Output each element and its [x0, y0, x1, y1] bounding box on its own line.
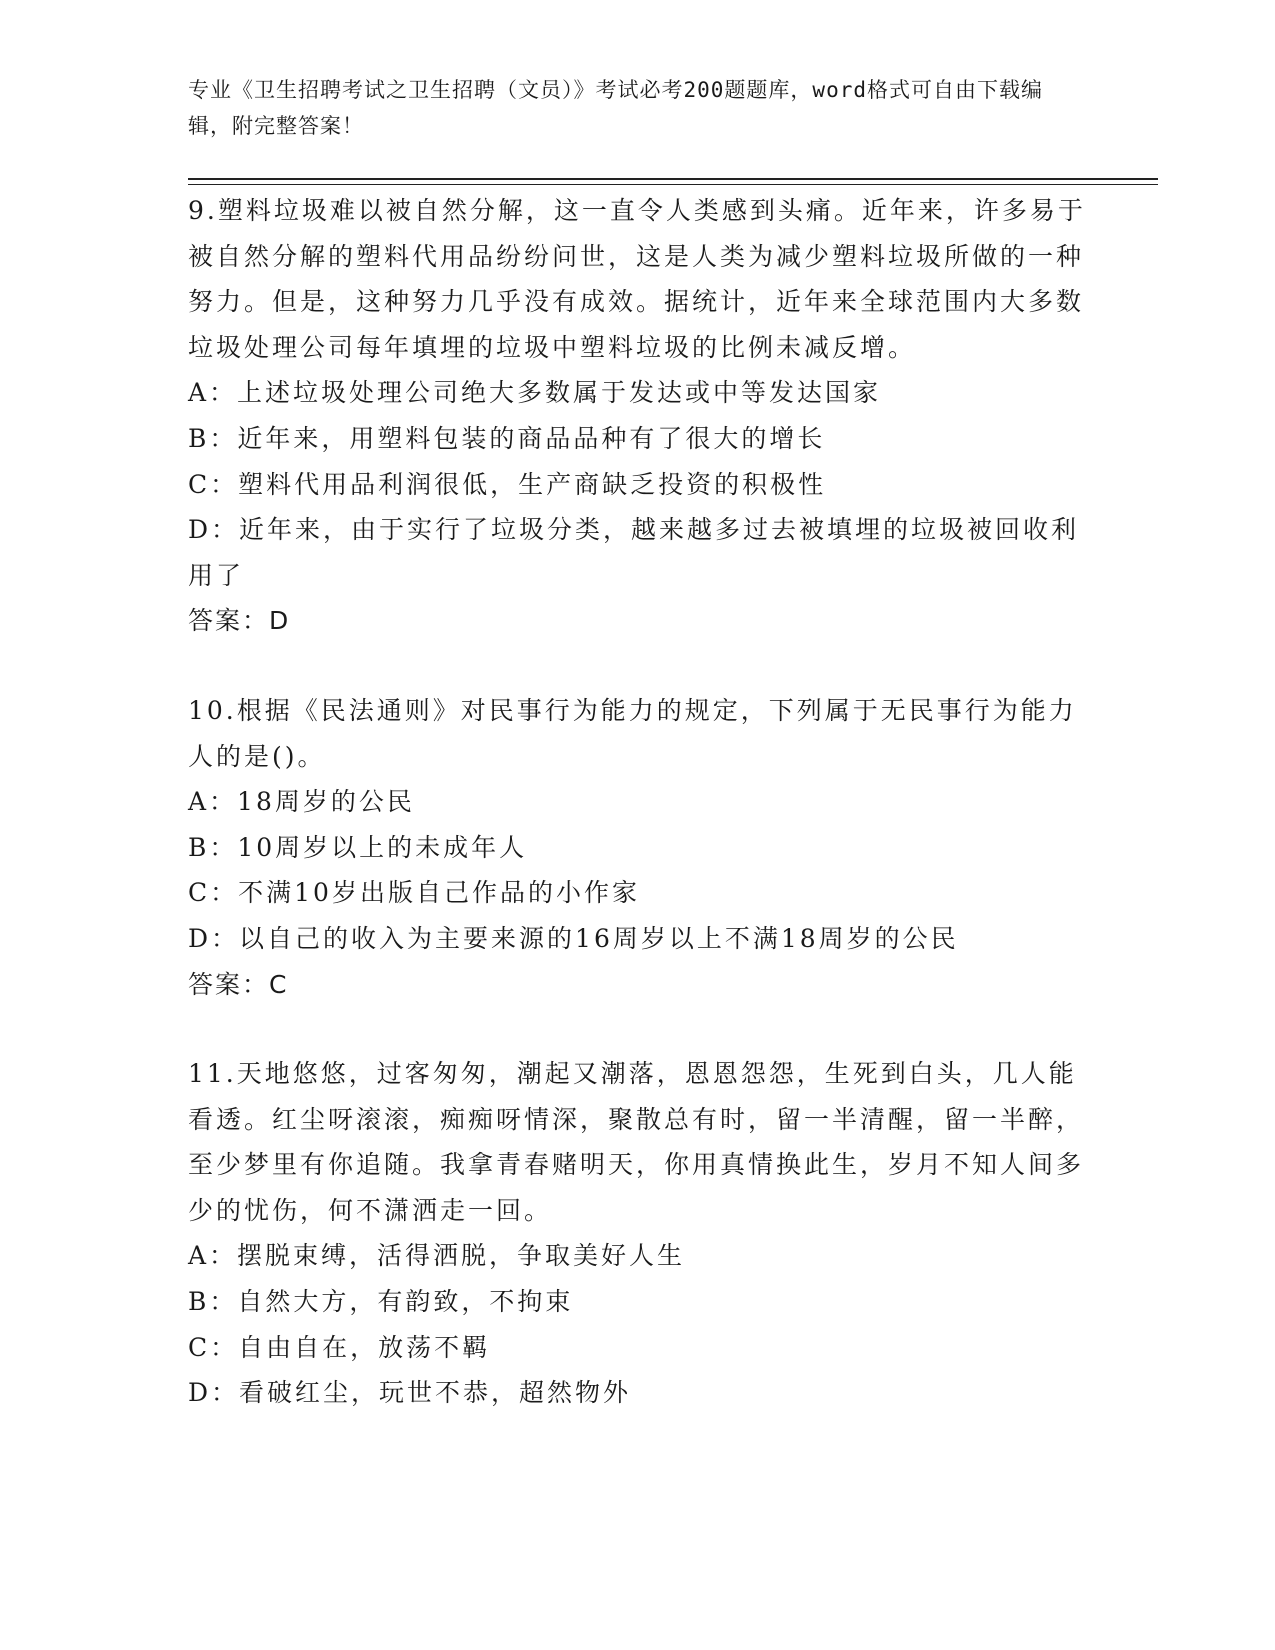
- question-stem: 11.天地悠悠，过客匆匆，潮起又潮落，恩恩怨怨，生死到白头，几人能看透。红尘呀滚滚，痴痴呀情深，聚散总有时，留一半清醒，留一半醉，至少梦里有你追随。我拿青春赌明天，你用真情换此生，岁月不知人间多少的忧伤，何不潇洒走一回。: [188, 1059, 1085, 1225]
- answer: 答案：C: [188, 969, 289, 999]
- question-9: [188, 188, 1088, 644]
- option-d: D：近年来，由于实行了垃圾分类，越来越多过去被填埋的垃圾被回收利用了: [188, 515, 1080, 590]
- option-b: B：近年来，用塑料包装的商品品种有了很大的增长: [188, 423, 826, 453]
- question-10: [188, 688, 1088, 1007]
- answer: 答案：D: [188, 606, 291, 636]
- question-stem: 9.塑料垃圾难以被自然分解，这一直令人类感到头痛。近年来，许多易于被自然分解的塑料代用品纷纷问世，这是人类为减少塑料垃圾所做的一种努力。但是，这种努力几乎没有成效。据统计，近年来全球范围内大多数垃圾处理公司每年填埋的垃圾中塑料垃圾的比例未减反增。: [188, 196, 1086, 362]
- spacer: [188, 644, 1088, 688]
- header-divider: [188, 178, 1158, 180]
- question-11: [188, 1051, 1088, 1416]
- document-header: 专业《卫生招聘考试之卫生招聘（文员）》考试必考200题题库，word格式可自由下载编辑，附完整答案！: [188, 78, 1043, 138]
- option-c: C：塑料代用品利润很低，生产商缺乏投资的积极性: [188, 469, 827, 499]
- header-divider-thin: [188, 184, 1158, 185]
- option-d: D：看破红尘，玩世不恭，超然物外: [188, 1378, 632, 1408]
- option-c: C：不满10岁出版自己作品的小作家: [188, 878, 640, 908]
- option-a: A：18周岁的公民: [188, 787, 415, 817]
- option-a: A：上述垃圾处理公司绝大多数属于发达或中等发达国家: [188, 378, 882, 408]
- spacer: [188, 1007, 1088, 1051]
- option-a: A：摆脱束缚，活得洒脱，争取美好人生: [188, 1241, 686, 1271]
- option-d: D：以自己的收入为主要来源的16周岁以上不满18周岁的公民: [188, 923, 959, 953]
- option-b: B：自然大方，有韵致，不拘束: [188, 1287, 574, 1317]
- question-list: [188, 188, 1088, 1416]
- question-stem: 10.根据《民法通则》对民事行为能力的规定，下列属于无民事行为能力人的是()。: [188, 695, 1077, 771]
- option-c: C：自由自在，放荡不羁: [188, 1332, 491, 1362]
- option-b: B：10周岁以上的未成年人: [188, 832, 528, 862]
